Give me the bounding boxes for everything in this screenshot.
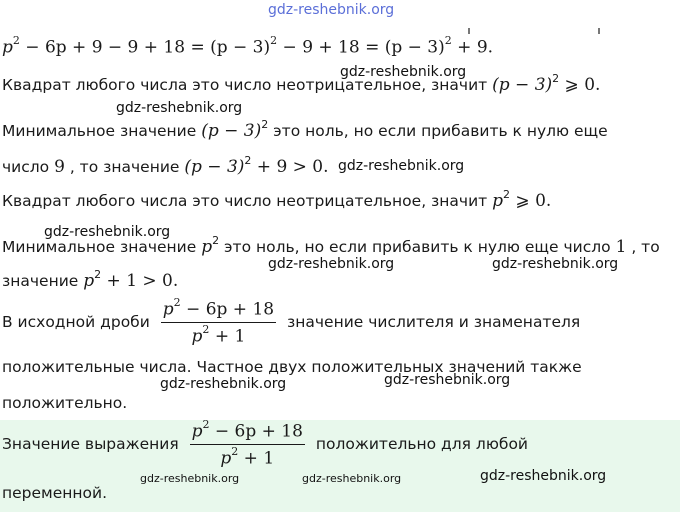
watermark: gdz-reshebnik.org <box>340 64 467 80</box>
answer-line-1: Значение выражения $\frac{p^2 - 6p + 18}{p^2 + 1}$ положительно для любой <box>2 418 529 469</box>
answer-fraction: $\frac{p^2 - 6p + 18}{p^2 + 1}$ <box>191 418 303 469</box>
watermark: gdz-reshebnik.org <box>268 256 395 272</box>
paragraph-5-line-3: положительно. <box>2 394 128 412</box>
watermark: gdz-reshebnik.org <box>140 472 240 485</box>
watermark: gdz-reshebnik.org <box>384 372 511 388</box>
equation-top: $p^2 - 6p + 9 - 9 + 18 = (p - 3)^2 - 9 + 18 = (p - 3)^2 + 9$. <box>2 34 494 58</box>
watermark: gdz-reshebnik.org <box>338 158 465 174</box>
watermark: gdz-reshebnik.org <box>302 472 402 485</box>
paragraph-4-line-1: Минимальное значение $p^2$ это ноль, но если прибавить к нулю еще число 1 , то <box>2 234 660 258</box>
watermark: gdz-reshebnik.org <box>480 468 607 484</box>
paragraph-5-line-2: положительные числа. Частное двух положительных значений также <box>2 358 582 376</box>
fraction: $\frac{p^2 - 6p + 18}{p^2 + 1}$ <box>162 296 275 347</box>
paragraph-3: Квадрат любого числа это число неотрицательное, значит $p^2$ ⩾ 0. <box>2 188 552 212</box>
paragraph-2-line-1: Минимальное значение $(p - 3)^2$ это ноль, но если прибавить к нулю еще <box>2 118 608 142</box>
paragraph-4-line-2: значение $p^2 + 1 > 0$. <box>2 268 179 292</box>
watermark: gdz-reshebnik.org <box>160 376 287 392</box>
watermark: gdz-reshebnik.org <box>116 100 243 116</box>
watermark: gdz-reshebnik.org <box>44 224 171 240</box>
watermark: gdz-reshebnik.org <box>492 256 619 272</box>
paragraph-1: Квадрат любого числа это число неотрицательное, значит $(p - 3)^2$ ⩾ 0. <box>2 72 601 96</box>
paragraph-5-line-1: В исходной дроби $\frac{p^2 - 6p + 18}{p^2 + 1}$ значение числителя и знаменателя <box>2 296 581 347</box>
paragraph-2-line-2: число 9 , то значение $(p - 3)^2 + 9 > 0$. <box>2 154 329 178</box>
separator-mark <box>598 28 600 34</box>
watermark-top: gdz-reshebnik.org <box>268 2 395 18</box>
answer-line-2: переменной. <box>2 484 108 502</box>
separator-mark <box>468 28 470 34</box>
